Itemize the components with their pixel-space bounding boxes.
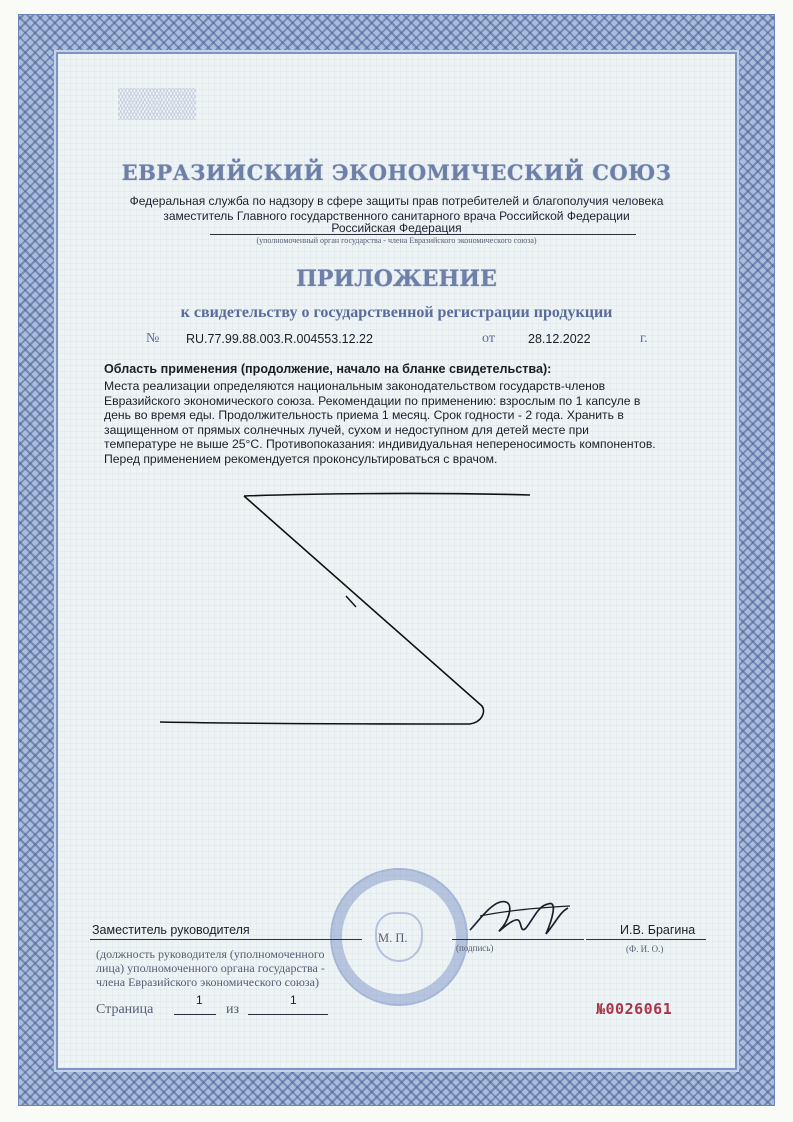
certificate-date: 28.12.2022 [528, 332, 591, 346]
scope-line: Перед применением рекомендуется проконсультироваться с врачом. [104, 451, 498, 466]
union-title: ЕВРАЗИЙСКИЙ ЭКОНОМИЧЕСКИЙ СОЮЗ [121, 160, 672, 185]
form-number: №0026061 [596, 1000, 673, 1018]
page-label: Страница [96, 1002, 154, 1017]
certificate-number: RU.77.99.88.003.R.004553.12.22 [186, 332, 373, 346]
scope-line: защищенном от прямых солнечных лучей, сухом и недоступном для детей месте при [104, 422, 589, 437]
scope-line: Места реализации определяются национальным законодательством государств-членов [104, 379, 606, 393]
page-current: 1 [196, 993, 203, 1007]
appendix-subtitle: к свидетельству о государственной регистрации продукции [180, 304, 613, 321]
authority-line-2: заместитель Главного государственного санитарного врача Российской Федерации [163, 209, 630, 223]
signer-name: И.В. Брагина [620, 923, 696, 937]
appendix-title: ПРИЛОЖЕНИЕ [296, 266, 497, 292]
authority-caption: (уполномоченный орган государства - члена Евразийского экономического союза) [256, 236, 537, 245]
of-label: из [226, 1002, 240, 1017]
position-caption-line-2: лица) уполномоченного органа государства - [96, 961, 325, 975]
name-caption: (Ф. И. О.) [626, 944, 664, 954]
signer-position: Заместитель руководителя [92, 923, 250, 937]
name-line [586, 939, 706, 940]
scope-line: температуре не выше 25°С. Противопоказания: индивидуальная непереносимость компонентов. [104, 437, 656, 452]
signature-caption: (подпись) [456, 943, 494, 953]
number-sign: № [146, 331, 160, 346]
scope-heading: Область применения (продолжение, начало на бланке свидетельства): [104, 362, 552, 376]
year-suffix: г. [640, 331, 648, 346]
page-total: 1 [290, 993, 297, 1007]
date-from-label: от [482, 331, 495, 346]
page-current-line [174, 1014, 216, 1015]
position-caption-line-1: (должность руководителя (уполномоченного [96, 947, 325, 961]
page-total-line [248, 1014, 328, 1015]
authority-line-3: Российская Федерация [331, 221, 462, 235]
stamp-label: М. П. [378, 931, 408, 945]
authority-line-1: Федеральная служба по надзору в сфере защиты прав потребителей и благополучия человека [129, 194, 664, 208]
scope-line: день во время еды. Продолжительность приема 1 месяц. Срок годности - 2 года. Хранить в [104, 408, 624, 423]
position-caption-line-3: члена Евразийского экономического союза) [96, 975, 319, 989]
scope-line: Евразийского экономического союза. Рекомендации по применению: взрослым по 1 капсуле в [104, 393, 641, 408]
